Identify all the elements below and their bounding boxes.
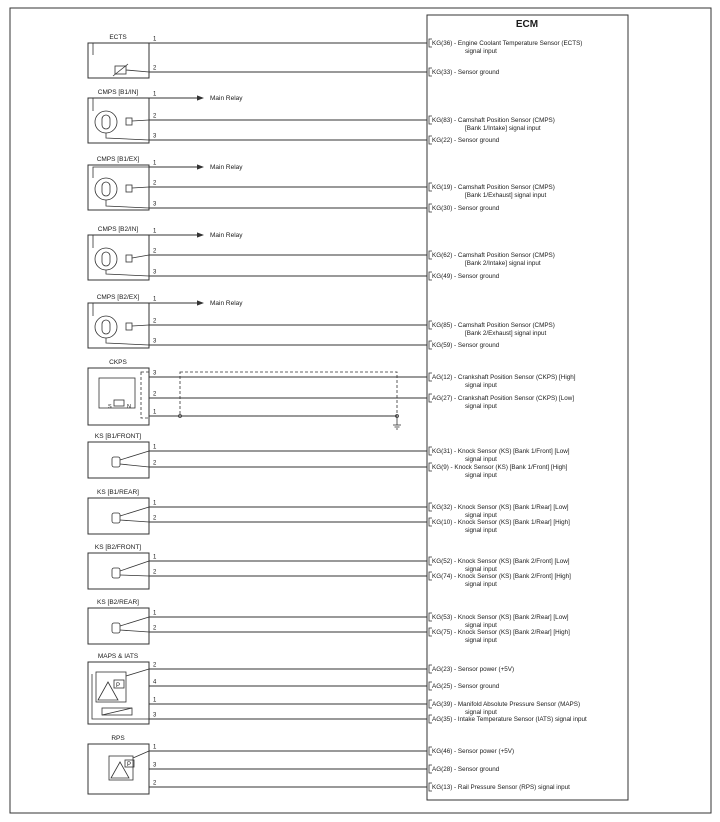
ecm-terminal-label: KG(22) - Sensor ground: [432, 137, 500, 144]
ecm-terminal-label-line2: signal input: [465, 709, 497, 716]
main-relay-label: Main Relay: [210, 95, 243, 102]
ecm-terminal-label-line2: [Bank 2/Intake] signal input: [465, 260, 541, 267]
sensor-name: RPS: [111, 735, 125, 742]
sensor-name: CMPS [B2/IN]: [97, 226, 139, 233]
sensor-name: KS [B2/FRONT]: [94, 544, 142, 551]
connector-box: [88, 442, 149, 478]
sensor-name: CMPS [B1/EX]: [96, 156, 140, 163]
ecm-terminal-label-line2: signal input: [465, 581, 497, 588]
ecm-terminal-label-line2: [Bank 1/Exhaust] signal input: [465, 192, 547, 199]
pin-number: 2: [153, 180, 157, 187]
ecm-terminal-label: KG(75) - Knock Sensor (KS) [Bank 2/Rear] [High]: [432, 629, 570, 636]
pin-number: 2: [153, 515, 157, 522]
ecm-terminal-label: KG(36) - Engine Coolant Temperature Sensor (ECTS): [432, 40, 583, 47]
connector-box: [88, 43, 149, 78]
pin-number: 2: [153, 625, 157, 632]
sensor-name: CKPS: [109, 359, 127, 366]
ecm-terminal-label: AG(35) - Intake Temperature Sensor (IATS) signal input: [432, 716, 587, 723]
ecm-terminal-label: KG(83) - Camshaft Position Sensor (CMPS): [432, 117, 555, 124]
ecm-terminal-label: KG(52) - Knock Sensor (KS) [Bank 2/Front] [Low]: [432, 558, 570, 565]
ecm-title: ECM: [515, 19, 539, 30]
pin-number: 1: [153, 296, 157, 303]
pressure-label: P: [116, 683, 121, 689]
connector-box: [88, 368, 149, 425]
pin-number: 2: [153, 65, 157, 72]
pin-number: 2: [153, 113, 157, 120]
ecm-terminal-label: AG(23) - Sensor power (+5V): [432, 666, 515, 673]
pin-number: 2: [153, 780, 157, 787]
pin-number: 3: [153, 762, 157, 769]
pin-number: 3: [153, 201, 157, 208]
pin-number: 2: [153, 569, 157, 576]
sensor-name: KS [B1/REAR]: [97, 489, 139, 496]
pin-number: 2: [153, 662, 157, 669]
ecm-terminal-label: AG(25) - Sensor ground: [432, 683, 500, 690]
ecm-terminal-label: AG(39) - Manifold Absolute Pressure Sensor (MAPS): [432, 701, 581, 708]
ecm-terminal-label: KG(46) - Sensor power (+5V): [432, 748, 515, 755]
pin-number: 2: [153, 248, 157, 255]
pin-number: 1: [153, 228, 157, 235]
ecm-terminal-label: KG(31) - Knock Sensor (KS) [Bank 1/Front] [Low]: [432, 448, 570, 455]
ecm-terminal-label: KG(53) - Knock Sensor (KS) [Bank 2/Rear] [Low]: [432, 614, 569, 621]
pin-number: 1: [153, 554, 157, 561]
pin-number: 3: [153, 269, 157, 276]
pin-number: 1: [153, 444, 157, 451]
pole-s-label: S: [108, 404, 112, 410]
ecm-terminal-label: KG(74) - Knock Sensor (KS) [Bank 2/Front] [High]: [432, 573, 571, 580]
main-relay-label: Main Relay: [210, 300, 243, 307]
connector-box: [88, 744, 149, 794]
connector-box: [88, 235, 149, 280]
connector-box: [88, 498, 149, 534]
pin-number: 3: [153, 338, 157, 345]
sensor-name: CMPS [B1/IN]: [97, 89, 139, 96]
ecm-terminal-label: AG(28) - Sensor ground: [432, 766, 500, 773]
sensor-name: KS [B2/REAR]: [97, 599, 139, 606]
pin-number: 1: [153, 160, 157, 167]
pin-number: 1: [153, 36, 157, 43]
connector-box: [88, 608, 149, 644]
ecm-terminal-label: KG(30) - Sensor ground: [432, 205, 500, 212]
pin-number: 3: [153, 133, 157, 140]
pin-number: 2: [153, 460, 157, 467]
pin-number: 3: [153, 370, 157, 377]
ecm-terminal-label-line2: [Bank 1/Intake] signal input: [465, 125, 541, 132]
ecm-terminal-label-line2: signal input: [465, 566, 497, 573]
ecm-terminal-label-line2: signal input: [465, 48, 497, 55]
ecm-terminal-label: KG(85) - Camshaft Position Sensor (CMPS): [432, 322, 555, 329]
ecm-terminal-label: KG(32) - Knock Sensor (KS) [Bank 1/Rear] [Low]: [432, 504, 569, 511]
ecm-terminal-label: KG(19) - Camshaft Position Sensor (CMPS): [432, 184, 555, 191]
pin-number: 1: [153, 744, 157, 751]
ecm-terminal-label: KG(33) - Sensor ground: [432, 69, 500, 76]
ecm-terminal-label-line2: signal input: [465, 382, 497, 389]
ecm-terminal-label-line2: [Bank 2/Exhaust] signal input: [465, 330, 547, 337]
ecm-terminal-label-line2: signal input: [465, 622, 497, 629]
pin-number: 1: [153, 697, 157, 704]
pin-number: 1: [153, 91, 157, 98]
ecm-terminal-label-line2: signal input: [465, 472, 497, 479]
ecm-terminal-label-line2: signal input: [465, 527, 497, 534]
pressure-label: P: [127, 762, 132, 768]
ecm-terminal-label: KG(62) - Camshaft Position Sensor (CMPS): [432, 252, 555, 259]
pin-number: 1: [153, 500, 157, 507]
ecm-terminal-label: KG(9) - Knock Sensor (KS) [Bank 1/Front] [High]: [432, 464, 568, 471]
pin-number: 1: [153, 409, 157, 416]
ecm-terminal-label: KG(59) - Sensor ground: [432, 342, 500, 349]
sensor-name: MAPS & IATS: [97, 653, 139, 660]
ecm-terminal-label-line2: signal input: [465, 637, 497, 644]
sensor-name: CMPS [B2/EX]: [96, 294, 140, 301]
sensor-name: KS [B1/FRONT]: [94, 433, 142, 440]
main-relay-label: Main Relay: [210, 232, 243, 239]
ecm-terminal-label-line2: signal input: [465, 456, 497, 463]
pin-number: 3: [153, 712, 157, 719]
ecm-terminal-label-line2: signal input: [465, 403, 497, 410]
pole-n-label: N: [127, 404, 131, 410]
ecm-terminal-label: KG(13) - Rail Pressure Sensor (RPS) signal input: [432, 784, 570, 791]
connector-box: [88, 553, 149, 589]
main-relay-label: Main Relay: [210, 164, 243, 171]
ecm-terminal-label: KG(49) - Sensor ground: [432, 273, 500, 280]
pin-number: 1: [153, 610, 157, 617]
pin-number: 2: [153, 318, 157, 325]
pin-number: 4: [153, 679, 157, 686]
sensor-name: ECTS: [109, 34, 127, 41]
ecm-terminal-label: AG(12) - Crankshaft Position Sensor (CKPS) [High]: [432, 374, 576, 381]
ecm-terminal-label-line2: signal input: [465, 512, 497, 519]
pin-number: 2: [153, 391, 157, 398]
ecm-terminal-label: AG(27) - Crankshaft Position Sensor (CKPS) [Low]: [432, 395, 575, 402]
ecm-terminal-label: KG(10) - Knock Sensor (KS) [Bank 1/Rear] [High]: [432, 519, 570, 526]
